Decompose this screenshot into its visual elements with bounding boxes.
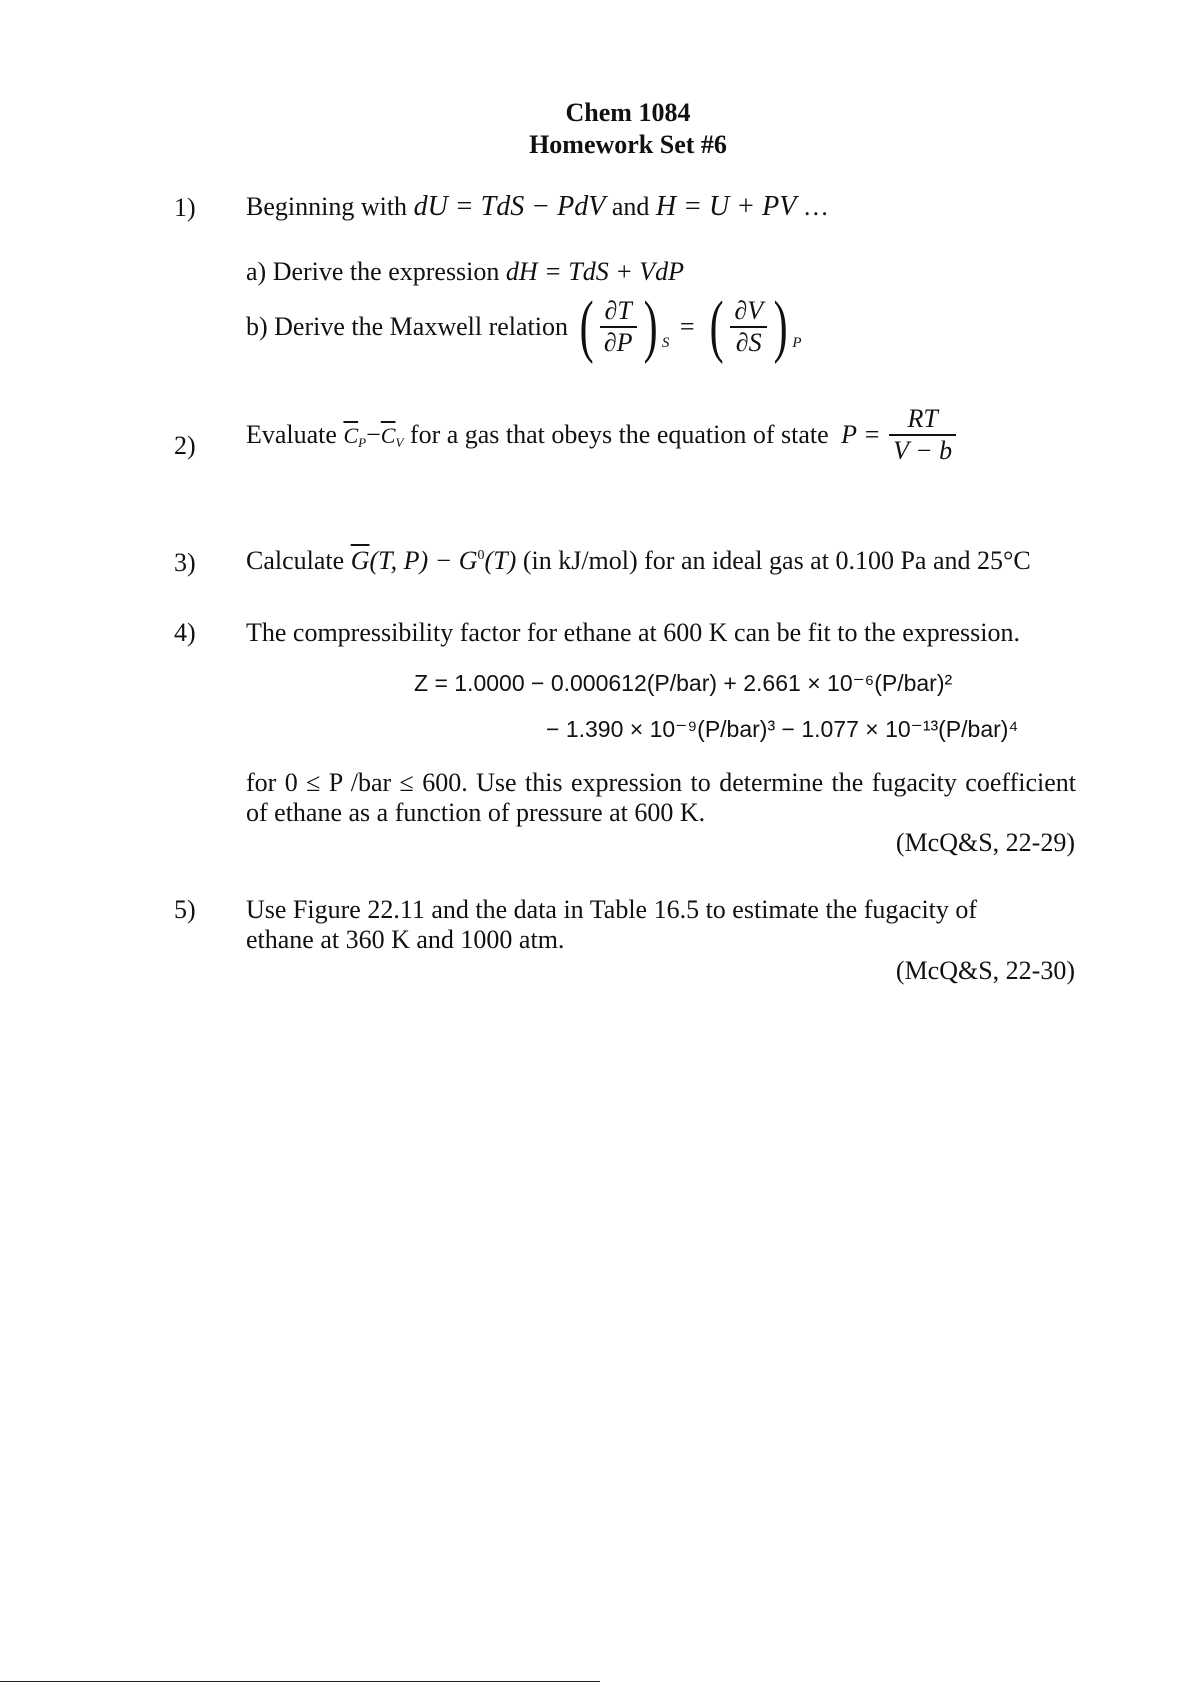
lhs-subscript: S xyxy=(661,334,670,351)
compressibility-equation-line-1: Z = 1.0000 − 0.000612(P/bar) + 2.661 × 10⁻⁶(P/bar)² xyxy=(414,670,953,696)
gibbs-args: (T, P) − G xyxy=(369,546,478,575)
calculate-text: Calculate xyxy=(246,546,345,575)
minus-b: − b xyxy=(908,435,953,465)
left-paren: ( xyxy=(579,288,594,365)
lhs-denominator: ∂P xyxy=(603,327,633,357)
question-5-body: Use Figure 22.11 and the data in Table 16.5 to estimate the fugacity of ethane at 360 K and 1000 atm. xyxy=(246,895,978,954)
cv-subscript: V xyxy=(395,434,404,450)
left-paren: ( xyxy=(709,288,724,365)
question-number: 2) xyxy=(174,431,196,460)
question-number: 4) xyxy=(174,618,196,647)
maxwell-lhs xyxy=(600,296,637,358)
lhs-numerator: ∂T xyxy=(604,296,632,326)
question-number: 5) xyxy=(174,895,196,924)
homework-title: Homework Set #6 xyxy=(529,130,727,159)
rhs-denominator: ∂S xyxy=(735,327,762,357)
question-number: 1) xyxy=(174,193,196,222)
equation-of-state xyxy=(889,404,956,466)
eos-numerator: RT xyxy=(907,404,938,433)
question-2-text xyxy=(246,404,958,466)
rhs-numerator: ∂V xyxy=(734,296,764,326)
right-paren: ) xyxy=(643,288,658,365)
equation-of-state-text: for a gas that obeys the equation of state xyxy=(409,419,829,449)
question-4-text: The compressibility factor for ethane at 600 K can be fit to the expression. xyxy=(246,618,1020,647)
intro-text: Beginning with xyxy=(246,192,408,221)
and-text: and xyxy=(611,192,650,221)
question-4-body: for 0 ≤ P /bar ≤ 600. Use this expression to determine the fugacity coefficient of ethane as a function of pressure at 600 K. xyxy=(246,768,1076,827)
gibbs-symbol: $\overline{G}$ xyxy=(350,546,370,575)
evaluate-text: Evaluate xyxy=(246,419,337,449)
question-3-tail: (in kJ/mol) for an ideal gas at 0.100 Pa and 25°C xyxy=(522,546,1031,575)
standard-superscript: 0 xyxy=(477,548,485,563)
pressure-symbol: P = xyxy=(841,419,881,449)
question-1b xyxy=(246,288,802,365)
question-number: 3) xyxy=(174,548,196,577)
question-5-reference: (McQ&S, 22-30) xyxy=(895,956,1075,985)
question-1-intro xyxy=(246,191,829,223)
footer-divider xyxy=(0,1681,600,1682)
part-a-text: a) Derive the expression xyxy=(246,257,500,286)
question-3-text xyxy=(246,546,1031,576)
course-title: Chem 1084 xyxy=(565,98,691,127)
question-4-reference: (McQ&S, 22-29) xyxy=(895,828,1075,857)
part-b-text: b) Derive the Maxwell relation xyxy=(246,312,568,341)
cv-symbol: $\overline{C}$ xyxy=(380,422,396,448)
gibbs-args-2: (T) xyxy=(484,546,517,575)
molar-volume: $\overline{V}$ xyxy=(893,435,909,465)
cp-symbol: $\overline{C}$ xyxy=(343,422,359,448)
minus-sign: − xyxy=(366,419,381,449)
equation-dh: dH = TdS + VdP xyxy=(505,257,684,286)
ellipsis: … xyxy=(802,192,829,221)
maxwell-rhs xyxy=(730,296,767,358)
question-1a xyxy=(246,257,684,287)
equation-h: H = U + PV xyxy=(655,191,797,222)
eos-denominator xyxy=(889,436,956,466)
equals-sign: = xyxy=(679,312,695,341)
compressibility-equation-line-2: − 1.390 × 10⁻⁹(P/bar)³ − 1.077 × 10⁻¹³(P/bar)⁴ xyxy=(546,716,1019,742)
equation-du: dU = TdS − PdV xyxy=(413,191,606,222)
cp-subscript: P xyxy=(358,434,367,450)
heat-capacity-difference xyxy=(343,420,409,449)
rhs-subscript: P xyxy=(792,334,802,351)
right-paren: ) xyxy=(773,288,788,365)
